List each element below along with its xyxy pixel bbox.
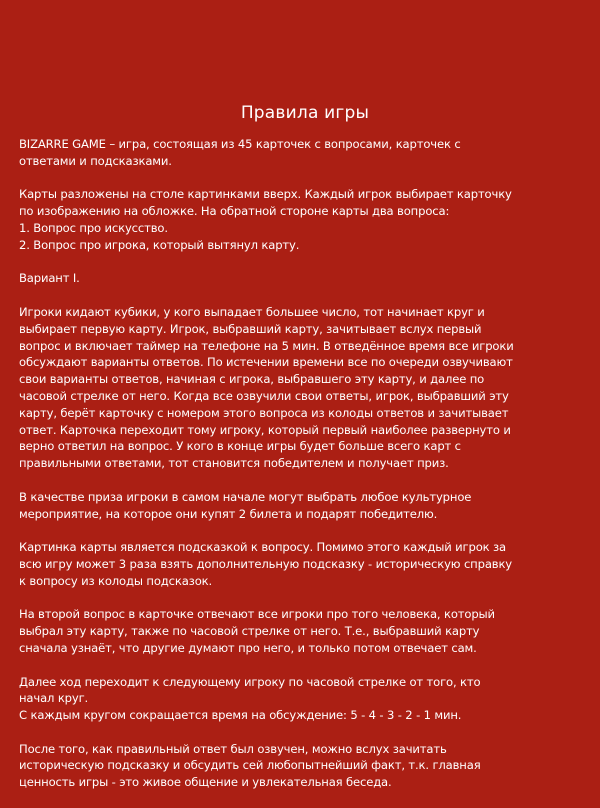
text-line: 2. Вопрос про игрока, который вытянул карту. bbox=[19, 237, 300, 252]
rules-paragraph bbox=[19, 270, 589, 287]
text-line: ценность игры - это живое общение и увлекательная беседа. bbox=[19, 775, 392, 790]
text-line: выбирает первую карту. Игрок, выбравший карту, зачитывает вслух первый bbox=[19, 321, 482, 336]
text-line: по изображению на обложке. На обратной стороне карты два вопроса: bbox=[19, 204, 450, 219]
text-line: На второй вопрос в карточке отвечают все игроки про того человека, который bbox=[19, 607, 495, 622]
text-line: начал круг. bbox=[19, 691, 89, 706]
page-title: Правила игры bbox=[240, 103, 370, 123]
text-line: карту, берёт карточку с номером этого вопроса из колоды ответов и зачитывает bbox=[19, 405, 509, 420]
text-line: историческую подсказку и обсудить сей любопытнейший факт, т.к. главная bbox=[19, 758, 481, 773]
text-line: 1. Вопрос про искусство. bbox=[19, 220, 168, 235]
text-line: верно ответил на вопрос. У кого в конце игры будет больше всего карт с bbox=[19, 439, 461, 454]
text-line: к вопросу из колоды подсказок. bbox=[19, 573, 213, 588]
text-line: Карты разложены на столе картинками вверх. Каждый игрок выбирает карточку bbox=[19, 187, 512, 202]
text-line: обсуждают варианты ответов. По истечении времени все по очереди озвучивают bbox=[19, 355, 513, 370]
text-line: вопрос и включает таймер на телефоне на 5 мин. В отведённое время все игроки bbox=[19, 338, 514, 353]
text-line: С каждым кругом сокращается время на обсуждение: 5 - 4 - 3 - 2 - 1 мин. bbox=[19, 708, 462, 723]
rules-body bbox=[19, 136, 589, 808]
text-line: всю игру может 3 раза взять дополнительную подсказку - историческую справку bbox=[19, 556, 513, 571]
rules-paragraph bbox=[19, 606, 589, 656]
rules-paragraph bbox=[19, 186, 589, 253]
rules-paragraph bbox=[19, 674, 589, 724]
text-line: правильными ответами, тот становится победителем и получает приз. bbox=[19, 456, 449, 471]
text-line: BIZARRE GAME – игра, состоящая из 45 карточек с вопросами, карточек с bbox=[19, 137, 461, 151]
text-line: выбрал эту карту, также по часовой стрелке от него. Т.е., выбравший карту bbox=[19, 624, 480, 639]
text-line: часовой стрелке от него. Когда все озвучили свои ответы, игрок, выбравший эту bbox=[19, 388, 509, 403]
text-line: ответами и подсказками. bbox=[19, 153, 172, 168]
rules-paragraph bbox=[19, 304, 589, 472]
text-line: Вариант I. bbox=[19, 271, 80, 286]
rules-paragraph bbox=[19, 741, 589, 791]
text-line: Игроки кидают кубики, у кого выпадает большее число, тот начинает круг и bbox=[19, 304, 485, 319]
text-line: Далее ход переходит к следующему игроку по часовой стрелке от того, кто bbox=[19, 674, 481, 689]
text-line: Картинка карты является подсказкой к вопросу. Помимо этого каждый игрок за bbox=[19, 540, 507, 555]
text-line: мероприятие, на которое они купят 2 билета и подарят победителю. bbox=[19, 506, 438, 521]
text-line: ответ. Карточка переходит тому игроку, который первый наиболее развернуто и bbox=[19, 422, 511, 437]
rules-paragraph bbox=[19, 136, 589, 170]
text-line: свои варианты ответов, начиная с игрока, выбравшего эту карту, и далее по bbox=[19, 372, 485, 387]
rules-paragraph bbox=[19, 489, 589, 523]
rules-paragraph bbox=[19, 539, 589, 589]
text-line: После того, как правильный ответ был озвучен, можно вслух зачитать bbox=[19, 741, 447, 756]
text-line: В качестве приза игроки в самом начале могут выбрать любое культурное bbox=[19, 489, 472, 504]
text-line: сначала узнаёт, что другие думают про него, и только потом отвечает сам. bbox=[19, 640, 477, 655]
